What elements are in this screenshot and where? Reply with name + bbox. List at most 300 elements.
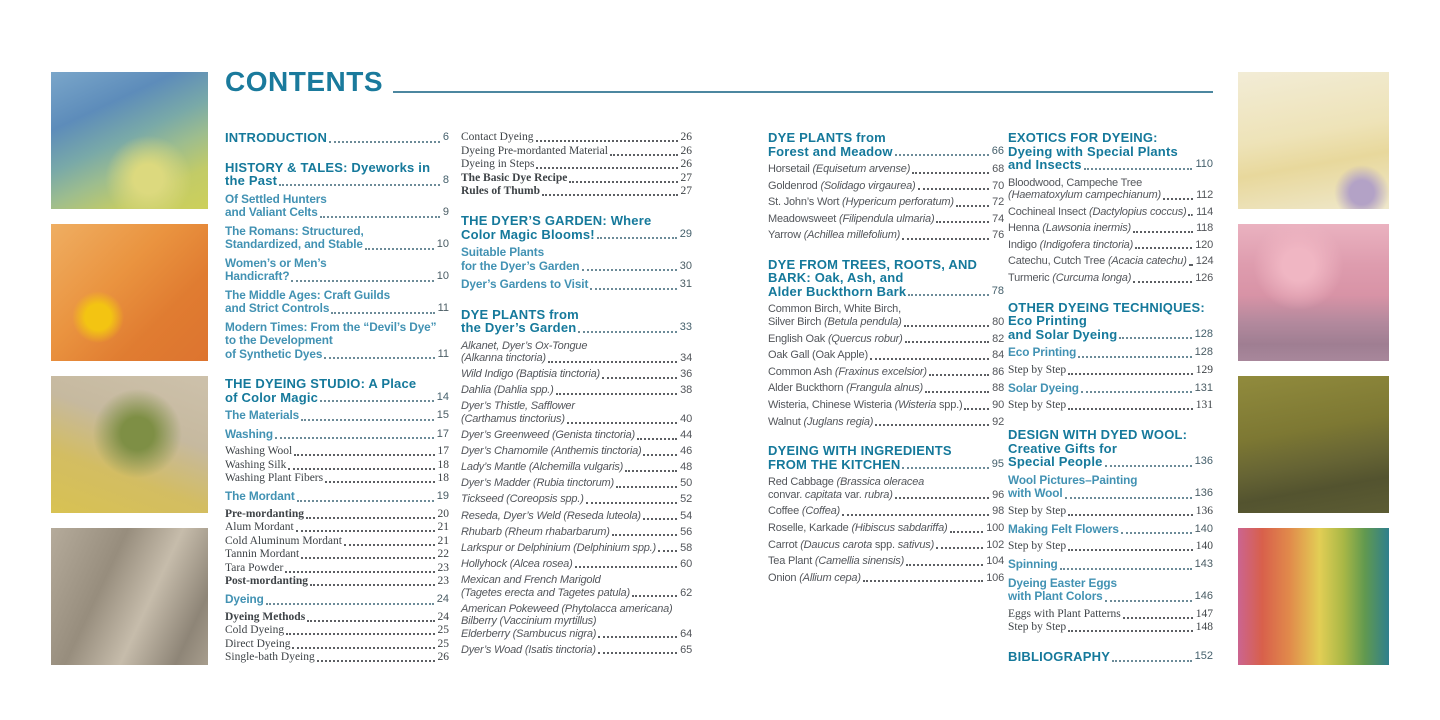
entry-label: Color Magic Blooms! <box>461 226 595 242</box>
entry-label: The Basic Dye Recipe <box>461 171 568 184</box>
entry-label: Catechu, Cutch Tree (Acacia catechu) <box>1008 255 1187 268</box>
page-number: 26 <box>680 158 692 170</box>
page-number: 26 <box>437 651 449 663</box>
page-number: 136 <box>1194 455 1213 468</box>
entry-label: DYE PLANTS from <box>461 306 579 322</box>
toc-entry <box>768 572 1004 585</box>
leader-dots <box>643 454 677 456</box>
page-number: 100 <box>986 522 1004 534</box>
toc-column-3 <box>768 131 1004 669</box>
toc-entry <box>461 172 692 185</box>
page-number: 112 <box>1196 189 1213 202</box>
toc-column-4 <box>1008 131 1213 669</box>
toc-column-2 <box>461 131 692 669</box>
entry-label: Bloodwood, Campeche Tree <box>1008 176 1143 189</box>
entry-label: Tara Powder <box>225 561 284 574</box>
photo-natural-gray-beige-yarn-skeins <box>51 528 208 665</box>
toc-entry <box>1008 382 1213 396</box>
leader-dots <box>1123 617 1193 619</box>
toc-entry <box>1008 505 1213 518</box>
entry-label: BIBLIOGRAPHY <box>1008 649 1111 665</box>
page-number: 24 <box>437 610 449 623</box>
toc-entry <box>1008 239 1213 252</box>
toc-entry <box>225 472 449 485</box>
page-number: 98 <box>992 505 1004 518</box>
page-number: 22 <box>437 548 449 560</box>
entry-label: Onion (Allium cepa) <box>768 571 861 584</box>
page-number: 40 <box>680 412 692 425</box>
page-number: 17 <box>436 427 449 440</box>
toc-entry <box>225 624 449 637</box>
leader-dots <box>870 358 989 360</box>
leader-dots <box>1081 391 1192 393</box>
page-title: CONTENTS <box>225 66 383 97</box>
page-number: 102 <box>986 538 1004 551</box>
entry-label: English Oak (Quercus robur) <box>768 332 903 345</box>
entry-label: Making Felt Flowers <box>1008 521 1119 536</box>
toc-entry <box>1008 540 1213 553</box>
toc-section-heading <box>225 377 449 404</box>
entry-label: (Haematoxylum campechianum) <box>1008 189 1161 202</box>
entry-label: Dyeing <box>225 592 264 606</box>
leader-dots <box>632 595 677 597</box>
entry-label: Women’s or Men’s <box>225 255 327 270</box>
entry-label: Handicraft? <box>225 269 290 283</box>
leader-dots <box>291 280 433 282</box>
contents-main <box>225 66 1213 669</box>
leader-dots <box>582 269 677 271</box>
entry-label: Dyeing with Special Plants <box>1008 143 1178 159</box>
toc-section-heading <box>768 444 1004 471</box>
page-number: 18 <box>437 472 449 484</box>
entry-label: INTRODUCTION <box>225 130 328 145</box>
entry-label: Alkanet, Dyer’s Ox-Tongue <box>461 339 588 352</box>
toc-entry <box>461 510 692 523</box>
page-number: 64 <box>680 627 692 640</box>
leader-dots <box>597 237 677 239</box>
toc-entry <box>1008 255 1213 268</box>
contents-header <box>225 66 1213 98</box>
entry-label: Special People <box>1008 454 1103 470</box>
entry-label: Dyer’s Greenweed (Genista tinctoria) <box>461 429 635 442</box>
page-number: 36 <box>680 368 692 381</box>
toc-section-heading <box>768 131 1004 158</box>
leader-dots <box>950 531 984 533</box>
entry-label: DESIGN WITH DYED WOOL: <box>1008 427 1188 443</box>
entry-label: Coffee (Coffea) <box>768 505 841 518</box>
toc-entry <box>461 574 692 599</box>
page-number: 147 <box>1195 607 1213 620</box>
leader-dots <box>912 172 989 174</box>
page-number: 8 <box>442 174 449 186</box>
page-number: 50 <box>680 477 692 490</box>
toc-entry <box>461 384 692 397</box>
toc-section-heading <box>225 131 449 145</box>
page-number: 140 <box>1194 522 1213 535</box>
entry-label: Creative Gifts for <box>1008 440 1118 456</box>
entry-label: Tannin Mordant <box>225 548 300 560</box>
leader-dots <box>602 377 677 379</box>
toc-section-heading <box>461 214 692 241</box>
toc-column-1 <box>225 131 449 669</box>
page-number: 65 <box>680 643 692 656</box>
toc-section-heading <box>768 258 1004 299</box>
toc-entry <box>225 548 449 561</box>
entry-label: Washing Plant Fibers <box>225 472 324 484</box>
toc-entry <box>768 382 1004 395</box>
page-number: 148 <box>1195 621 1213 634</box>
toc-entry <box>461 185 692 198</box>
entry-label: Reseda, Dyer’s Weld (Reseda luteola) <box>461 509 641 522</box>
leader-dots <box>590 288 676 290</box>
leader-dots <box>569 181 677 183</box>
page-number: 126 <box>1195 272 1213 285</box>
photo-dyed-silk-scarves-blue-green-yellow <box>51 72 208 209</box>
leader-dots <box>1084 168 1193 170</box>
entry-label: DYE PLANTS from <box>768 130 886 145</box>
toc-section-heading <box>1008 428 1213 469</box>
leader-dots <box>658 550 677 552</box>
entry-label: Step by Step <box>1008 399 1067 412</box>
toc-entry <box>1008 399 1213 412</box>
page-number: 30 <box>679 259 692 272</box>
leader-dots <box>637 438 677 440</box>
page-number: 11 <box>437 347 449 360</box>
entry-label: Step by Step <box>1008 540 1067 553</box>
page-number: 15 <box>436 409 449 421</box>
page-number: 18 <box>437 458 449 471</box>
leader-dots <box>536 140 678 142</box>
toc-entry <box>225 445 449 458</box>
entry-label: Alder Buckthorn (Frangula alnus) <box>768 382 924 395</box>
leader-dots <box>329 141 440 143</box>
entry-label: The Middle Ages: Craft Guilds <box>225 287 391 302</box>
toc-entry <box>225 521 449 534</box>
page-number: 118 <box>1196 222 1213 235</box>
toc-entry <box>768 213 1004 226</box>
page-number: 33 <box>679 321 692 333</box>
leader-dots <box>1112 660 1192 662</box>
entry-label: The Materials <box>225 408 300 422</box>
leader-dots <box>292 647 434 649</box>
entry-label: Contact Dyeing <box>461 131 534 143</box>
page-number: 21 <box>437 521 449 533</box>
entry-label: Dyer’s Chamomile (Anthemis tinctoria) <box>461 445 642 458</box>
toc-entry <box>1008 222 1213 235</box>
entry-label: the Dyer’s Garden <box>461 320 577 335</box>
toc-entry <box>225 611 449 624</box>
page-number: 27 <box>680 171 692 184</box>
entry-label: Pre-mordanting <box>225 507 305 520</box>
page-number: 68 <box>992 163 1004 175</box>
toc-entry <box>768 476 1004 501</box>
entry-label: Dahlia (Dahlia spp.) <box>461 384 554 397</box>
page-number: 38 <box>680 384 692 397</box>
toc-entry <box>1008 272 1213 285</box>
entry-label: Henna (Lawsonia inermis) <box>1008 222 1131 235</box>
page-number: 10 <box>436 270 449 282</box>
entry-label: Eco Printing <box>1008 313 1087 329</box>
entry-label: THE DYEING STUDIO: A Place <box>225 376 417 391</box>
entry-label: Step by Step <box>1008 363 1067 376</box>
page-number: 72 <box>992 196 1004 209</box>
entry-label: Of Settled Hunters <box>225 191 327 206</box>
toc-entry <box>1008 523 1213 537</box>
leader-dots <box>1189 264 1193 266</box>
leader-dots <box>936 221 989 223</box>
toc-entry <box>461 131 692 144</box>
toc-entry <box>461 526 692 539</box>
entry-label: Forest and Meadow <box>768 143 893 159</box>
leader-dots <box>908 294 988 296</box>
entry-label: Spinning <box>1008 557 1058 572</box>
entry-label: and Strict Controls <box>225 301 330 315</box>
leader-dots <box>1068 373 1193 375</box>
page-number: 92 <box>992 415 1004 428</box>
toc-entry <box>225 651 449 664</box>
toc-entry <box>1008 474 1213 501</box>
leader-dots <box>1135 247 1192 249</box>
entry-label: Common Birch, White Birch, <box>768 303 901 316</box>
entry-label: Indigo (Indigofera tinctoria) <box>1008 238 1134 251</box>
entry-label: Dyeing Methods <box>225 610 306 623</box>
leader-dots <box>918 188 990 190</box>
page-number: 80 <box>992 316 1004 329</box>
entry-label: Dyer’s Thistle, Safflower <box>461 400 575 413</box>
leader-dots <box>929 374 989 376</box>
toc-entry <box>225 562 449 575</box>
leader-dots <box>1078 356 1191 358</box>
entry-label: with Wool <box>1008 486 1063 501</box>
page-number: 27 <box>680 185 692 197</box>
leader-dots <box>1163 198 1193 200</box>
entry-label: Dyer’s Gardens to Visit <box>461 277 589 291</box>
toc-entry <box>768 163 1004 176</box>
page-number: 44 <box>680 429 692 442</box>
entry-label: Solar Dyeing <box>1008 380 1079 395</box>
page-number: 34 <box>680 352 692 365</box>
entry-label: Red Cabbage (Brassica oleracea <box>768 476 925 489</box>
entry-label: Dyer’s Woad (Isatis tinctoria) <box>461 643 596 656</box>
toc-entry <box>461 400 692 425</box>
page-number: 90 <box>992 399 1004 412</box>
page-number: 17 <box>437 445 449 457</box>
toc-entry <box>768 196 1004 209</box>
photo-pink-yarn-on-stacked-dyed-fabrics <box>1238 224 1389 361</box>
toc-entry <box>1008 621 1213 634</box>
leader-dots <box>625 470 677 472</box>
page-number: 136 <box>1194 487 1213 500</box>
entry-label: Roselle, Karkade (Hibiscus sabdariffa) <box>768 522 948 534</box>
photo-rainbow-felt-flowers <box>1238 528 1389 665</box>
leader-dots <box>1188 214 1193 216</box>
toc-entry <box>461 558 692 571</box>
leader-dots <box>296 530 435 532</box>
entry-label: FROM THE KITCHEN <box>768 456 901 472</box>
page-number: 70 <box>992 179 1004 192</box>
leader-dots <box>616 486 677 488</box>
entry-label: Single-bath Dyeing <box>225 651 315 663</box>
page-number: 106 <box>986 571 1004 584</box>
entry-label: (Alkanna tinctoria) <box>461 352 546 365</box>
entry-label: Alum Mordant <box>225 521 294 533</box>
page-number: 95 <box>991 457 1004 470</box>
leader-dots <box>536 167 677 169</box>
toc-entry <box>461 340 692 365</box>
entry-label: Modern Times: From the “Devil’s Dye” <box>225 319 437 334</box>
page-number: 62 <box>680 586 692 599</box>
entry-label: Rules of Thumb <box>461 185 541 197</box>
entry-label: Standardized, and Stable <box>225 237 363 251</box>
page-number: 29 <box>679 227 692 240</box>
entry-label: Wild Indigo (Baptisia tinctoria) <box>461 368 601 381</box>
entry-label: Goldenrod (Solidago virgaurea) <box>768 179 916 192</box>
entry-label: Horsetail (Equisetum arvense) <box>768 163 911 175</box>
toc-entry <box>1008 364 1213 377</box>
leader-dots <box>317 660 435 662</box>
toc-entry <box>768 416 1004 429</box>
leader-dots <box>1121 532 1192 534</box>
leader-dots <box>578 331 676 333</box>
page-number: 66 <box>991 144 1004 157</box>
toc-section-heading <box>1008 131 1213 172</box>
entry-label: and Insects <box>1008 157 1082 172</box>
page-number: 74 <box>992 212 1004 225</box>
toc-entry <box>225 193 449 220</box>
photo-cream-yarn-skein-with-lavender-flowers <box>1238 72 1389 209</box>
toc-entry <box>461 429 692 442</box>
toc-entry <box>768 366 1004 379</box>
leader-dots <box>285 571 434 573</box>
page-number: 128 <box>1194 327 1213 340</box>
entry-label: with Plant Colors <box>1008 589 1103 604</box>
page-number: 54 <box>680 509 692 522</box>
leader-dots <box>1133 281 1192 283</box>
leader-dots <box>575 566 678 568</box>
entry-label: DYEING WITH INGREDIENTS <box>768 443 952 459</box>
page-number: 23 <box>437 561 449 574</box>
leader-dots <box>956 205 989 207</box>
toc-entry <box>225 428 449 442</box>
entry-label: the Past <box>225 173 278 188</box>
page-number: 140 <box>1195 540 1213 553</box>
toc-entry <box>768 303 1004 328</box>
entry-label: Larkspur or Delphinium (Delphinium spp.) <box>461 541 656 554</box>
page-number: 129 <box>1195 363 1213 376</box>
page-number: 24 <box>436 593 449 605</box>
toc-entry <box>461 461 692 474</box>
entry-label: Wool Pictures–Painting <box>1008 472 1138 487</box>
toc-entry <box>1008 346 1213 360</box>
toc-entry <box>225 593 449 607</box>
page-number: 86 <box>992 365 1004 378</box>
leader-dots <box>548 361 677 363</box>
leader-dots <box>875 424 989 426</box>
entry-label: Yarrow (Achillea millefolium) <box>768 229 901 242</box>
page-number: 152 <box>1194 650 1213 663</box>
leader-dots <box>1068 549 1193 551</box>
toc-entry <box>461 603 692 641</box>
entry-label: BARK: Oak, Ash, and <box>768 270 904 286</box>
toc-entry <box>461 145 692 158</box>
leader-dots <box>297 500 434 502</box>
entry-label: to the Development <box>225 333 333 347</box>
page-number: 56 <box>680 525 692 538</box>
leader-dots <box>964 408 989 410</box>
page-number: 124 <box>1195 255 1214 268</box>
entry-label: Mexican and French Marigold <box>461 573 601 586</box>
toc-entry <box>225 638 449 651</box>
toc-entry <box>225 508 449 521</box>
page-number: 25 <box>437 637 449 650</box>
page-number: 11 <box>437 302 449 314</box>
leader-dots <box>279 184 440 186</box>
page-number: 48 <box>680 461 692 474</box>
toc-entry <box>461 445 692 458</box>
leader-dots <box>294 454 434 456</box>
leader-dots <box>863 580 983 582</box>
toc-entry <box>225 459 449 472</box>
toc-entry <box>768 180 1004 193</box>
leader-dots <box>306 517 434 519</box>
photo-strip-right <box>1238 72 1389 665</box>
entry-label: Dyeing Easter Eggs <box>1008 575 1117 590</box>
toc-entry <box>461 542 692 555</box>
leader-dots <box>643 518 677 520</box>
page-number: 131 <box>1195 399 1213 412</box>
entry-label: Tea Plant (Camellia sinensis) <box>768 555 905 568</box>
toc-entry <box>1008 577 1213 604</box>
page-number: 84 <box>992 349 1004 362</box>
page-number: 58 <box>680 541 692 554</box>
toc-entry <box>461 644 692 657</box>
page-number: 19 <box>436 490 449 502</box>
toc-entry <box>768 539 1004 552</box>
toc-section-heading <box>461 308 692 335</box>
entry-label: Cold Dyeing <box>225 624 285 636</box>
photo-strip-left <box>51 72 208 665</box>
page-number: 136 <box>1195 504 1213 517</box>
entry-label: THE DYER’S GARDEN: Where <box>461 213 652 228</box>
leader-dots <box>902 467 988 469</box>
leader-dots <box>1068 514 1193 516</box>
leader-dots <box>275 437 434 439</box>
toc-entry <box>768 555 1004 568</box>
toc-entry <box>225 321 449 362</box>
entry-label: Post-mordanting <box>225 575 309 587</box>
entry-label: Step by Step <box>1008 621 1067 634</box>
leader-dots <box>1105 465 1192 467</box>
leader-dots <box>365 248 434 250</box>
entry-label: OTHER DYEING TECHNIQUES: <box>1008 299 1205 315</box>
entry-label: Oak Gall (Oak Apple) <box>768 349 868 362</box>
page-number: 114 <box>1196 205 1213 218</box>
leader-dots <box>904 325 990 327</box>
leader-dots <box>288 468 434 470</box>
toc-entry <box>1008 608 1213 621</box>
leader-dots <box>936 547 983 549</box>
entry-label: Washing <box>225 426 274 441</box>
leader-dots <box>905 341 990 343</box>
entry-label: Washing Silk <box>225 458 287 471</box>
entry-label: convar. capitata var. rubra) <box>768 488 893 501</box>
page-number: 110 <box>1195 158 1213 170</box>
entry-label: American Pokeweed (Phytolacca americana) <box>461 602 673 615</box>
entry-label: Eggs with Plant Patterns <box>1008 607 1121 620</box>
entry-label: The Romans: Structured, <box>225 223 364 238</box>
page-number: 26 <box>680 131 692 143</box>
page-number: 46 <box>680 445 692 458</box>
